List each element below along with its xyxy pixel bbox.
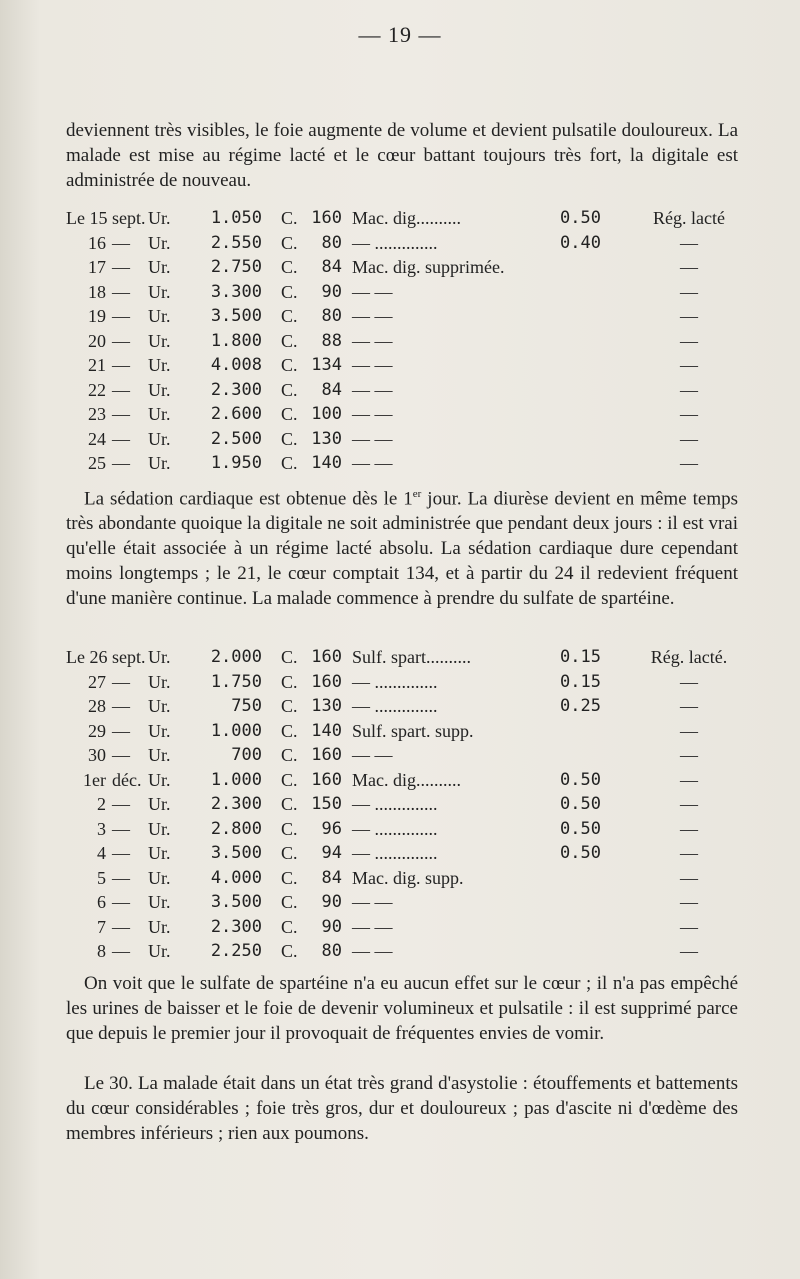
- ur-label: Ur.: [148, 355, 171, 375]
- ur-label: Ur.: [148, 941, 171, 961]
- date-cell: [66, 843, 134, 864]
- date-cell: [66, 941, 134, 962]
- day: 22: [88, 379, 106, 400]
- regime: Rég. lacté: [653, 208, 725, 228]
- c-label: C.: [281, 843, 298, 863]
- ur-label: Ur.: [148, 379, 171, 400]
- urine-value: 2.250: [210, 941, 262, 961]
- c-label: C.: [281, 428, 298, 449]
- ur-label: Ur.: [148, 257, 171, 277]
- day: 28: [88, 696, 106, 716]
- pulse-value: 130: [311, 696, 342, 716]
- pulse-value: 140: [311, 720, 342, 741]
- urine-value: 700: [231, 745, 262, 765]
- date-cell: [66, 672, 134, 693]
- month: —: [112, 232, 130, 253]
- month: —: [112, 453, 130, 473]
- table-row: [66, 257, 746, 282]
- month: —: [112, 330, 130, 351]
- month: sept.: [112, 208, 146, 228]
- pulse-value: 140: [311, 453, 342, 473]
- medication: — ..............: [352, 843, 438, 863]
- observation-table-december: [66, 647, 746, 966]
- regime: —: [680, 379, 698, 400]
- medication: — —: [352, 428, 393, 449]
- pulse-value: 90: [321, 916, 342, 937]
- urine-value: 4.000: [210, 867, 262, 888]
- month: —: [112, 306, 130, 326]
- table-row: [66, 306, 746, 331]
- urine-value: 2.500: [210, 428, 262, 449]
- c-label: C.: [281, 745, 298, 765]
- month: —: [112, 428, 130, 449]
- month: —: [112, 867, 130, 888]
- ur-label: Ur.: [148, 745, 171, 765]
- regime: —: [680, 306, 698, 326]
- pulse-value: 80: [321, 941, 342, 961]
- month: —: [112, 745, 130, 765]
- urine-value: 1.750: [210, 671, 262, 692]
- pulse-value: 130: [311, 428, 342, 449]
- c-label: C.: [281, 941, 298, 961]
- table-row: [66, 282, 746, 307]
- day: 4: [97, 843, 106, 863]
- regime: —: [680, 916, 698, 937]
- regime: —: [680, 232, 698, 253]
- table-row: [66, 794, 746, 819]
- urine-value: 3.500: [210, 306, 262, 326]
- dose: 0.50: [560, 843, 601, 863]
- table-row: [66, 355, 746, 380]
- ur-label: Ur.: [148, 232, 171, 253]
- table-row: [66, 721, 746, 746]
- ur-label: Ur.: [148, 892, 171, 912]
- urine-value: 2.800: [210, 818, 262, 839]
- pulse-value: 90: [321, 281, 342, 302]
- medication: Mac. dig. supp.: [352, 867, 464, 888]
- pulse-value: 160: [311, 769, 342, 790]
- urine-value: 2.300: [210, 794, 262, 814]
- day: 8: [97, 941, 106, 961]
- ur-label: Ur.: [148, 453, 171, 473]
- c-label: C.: [281, 671, 298, 692]
- month: —: [112, 281, 130, 302]
- month: —: [112, 892, 130, 912]
- date-cell: [66, 208, 146, 229]
- c-label: C.: [281, 818, 298, 839]
- date-cell: [66, 721, 134, 742]
- month: —: [112, 843, 130, 863]
- table-row: [66, 453, 746, 478]
- table-row: [66, 843, 746, 868]
- urine-value: 750: [231, 696, 262, 716]
- day: 21: [88, 355, 106, 375]
- urine-value: 2.300: [210, 379, 262, 400]
- day: Le 15: [66, 208, 108, 228]
- day: 2: [97, 794, 106, 814]
- c-label: C.: [281, 355, 298, 375]
- c-label: C.: [281, 916, 298, 937]
- urine-value: 2.600: [210, 404, 262, 424]
- day: 19: [88, 306, 106, 326]
- table-row: [66, 892, 746, 917]
- urine-value: 1.800: [210, 330, 262, 351]
- medication: Mac. dig..........: [352, 769, 461, 790]
- medication: — —: [352, 453, 393, 473]
- observation-table-september: [66, 208, 746, 478]
- table-row: [66, 404, 746, 429]
- date-cell: [66, 257, 134, 278]
- ur-label: Ur.: [148, 696, 171, 716]
- medication: — —: [352, 941, 393, 961]
- regime: —: [680, 745, 698, 765]
- month: —: [112, 379, 130, 400]
- c-label: C.: [281, 892, 298, 912]
- regime: —: [680, 281, 698, 302]
- intro-paragraph: deviennent très visibles, le foie augmente de volume et devient pulsatile douloureux. La malade est mise au régime lacté et le cœur battant toujours très fort, la digitale est administrée de nouveau.: [66, 120, 738, 191]
- date-cell: [66, 647, 146, 668]
- pulse-value: 80: [321, 306, 342, 326]
- month: sept.: [112, 647, 146, 667]
- day: Le 26: [66, 647, 108, 667]
- table-row: [66, 696, 746, 721]
- day: 7: [97, 916, 106, 937]
- medication: — —: [352, 355, 393, 375]
- c-label: C.: [281, 257, 298, 277]
- urine-value: 2.550: [210, 232, 262, 253]
- date-cell: [66, 306, 134, 327]
- medication: — ..............: [352, 232, 438, 253]
- ur-label: Ur.: [148, 769, 171, 790]
- c-label: C.: [281, 379, 298, 400]
- pulse-value: 90: [321, 892, 342, 912]
- medication: — —: [352, 892, 393, 912]
- c-label: C.: [281, 696, 298, 716]
- day: 5: [97, 867, 106, 888]
- pulse-value: 150: [311, 794, 342, 814]
- date-cell: [66, 331, 134, 352]
- date-cell: [66, 453, 134, 474]
- regime: —: [680, 404, 698, 424]
- urine-value: 2.300: [210, 916, 262, 937]
- day: 6: [97, 892, 106, 912]
- ur-label: Ur.: [148, 281, 171, 302]
- ur-label: Ur.: [148, 867, 171, 888]
- month: —: [112, 794, 130, 814]
- c-label: C.: [281, 208, 298, 228]
- regime: —: [680, 453, 698, 473]
- pulse-value: 134: [311, 355, 342, 375]
- c-label: C.: [281, 404, 298, 424]
- urine-value: 1.050: [210, 208, 262, 228]
- c-label: C.: [281, 453, 298, 473]
- urine-value: 1.950: [210, 453, 262, 473]
- pulse-value: 160: [311, 208, 342, 228]
- ur-label: Ur.: [148, 843, 171, 863]
- regime: —: [680, 355, 698, 375]
- month: déc.: [112, 769, 142, 790]
- table-row: [66, 941, 746, 966]
- table-row: [66, 917, 746, 942]
- month: —: [112, 916, 130, 937]
- table-row: [66, 331, 746, 356]
- day: 25: [88, 453, 106, 473]
- table-row: [66, 208, 746, 233]
- day: 24: [88, 428, 106, 449]
- day: 18: [88, 281, 106, 302]
- date-cell: [66, 917, 134, 938]
- pulse-value: 160: [311, 647, 342, 667]
- day: 23: [88, 404, 106, 424]
- c-label: C.: [281, 306, 298, 326]
- table-row: [66, 429, 746, 454]
- date-cell: [66, 819, 134, 840]
- closing-paragraph-2: Le 30. La malade était dans un état très grand d'asystolie : étouffements et battements du cœur considérables ; foie très gros, dur et douloureux ; pas d'ascite ni d'œdème des membres inférieurs ; rien aux poumons.: [66, 1073, 738, 1144]
- regime: —: [680, 867, 698, 888]
- regime: —: [680, 794, 698, 814]
- c-label: C.: [281, 232, 298, 253]
- c-label: C.: [281, 281, 298, 302]
- date-cell: [66, 429, 134, 450]
- urine-value: 3.500: [210, 843, 262, 863]
- month: —: [112, 941, 130, 961]
- pulse-value: 84: [321, 257, 342, 277]
- month: —: [112, 404, 130, 424]
- regime: —: [680, 257, 698, 277]
- dose: 0.50: [560, 769, 601, 790]
- medication: — —: [352, 306, 393, 326]
- medication: Mac. dig. supprimée.: [352, 257, 505, 277]
- regime: —: [680, 330, 698, 351]
- dose: 0.15: [560, 647, 601, 667]
- table-row: [66, 380, 746, 405]
- table-row: [66, 672, 746, 697]
- medication: — —: [352, 745, 393, 765]
- medication: — ..............: [352, 818, 438, 839]
- date-cell: [66, 794, 134, 815]
- regime: —: [680, 696, 698, 716]
- table-row: [66, 647, 746, 672]
- urine-value: 1.000: [210, 720, 262, 741]
- regime: Rég. lacté.: [650, 647, 728, 667]
- urine-value: 3.300: [210, 281, 262, 302]
- ur-label: Ur.: [148, 647, 171, 667]
- middle-paragraph-text-b: jour. La diurèse devient en même temps très abondante quoique la digitale ne soit administrée que pendant deux jours : il est vrai qu'elle était associée à un régime lacté absolu. La sédation cardiaque dure cependant moins longtemps ; le 21, le cœur comptait 134, et à partir du 24 il redevient fréquent d'une manière continue. La malade commence à prendre du sulfate de spartéine.: [66, 488, 738, 610]
- c-label: C.: [281, 794, 298, 814]
- date-cell: [66, 380, 134, 401]
- regime: —: [680, 818, 698, 839]
- table-row: [66, 819, 746, 844]
- pulse-value: 88: [321, 330, 342, 351]
- table-row: [66, 233, 746, 258]
- middle-paragraph-sup: er: [412, 488, 422, 500]
- date-cell: [66, 892, 134, 913]
- pulse-value: 94: [321, 843, 342, 863]
- date-cell: [66, 404, 134, 425]
- regime: —: [680, 720, 698, 741]
- urine-value: 3.500: [210, 892, 262, 912]
- medication: Sulf. spart..........: [352, 647, 471, 667]
- ur-label: Ur.: [148, 720, 171, 741]
- ur-label: Ur.: [148, 428, 171, 449]
- month: —: [112, 355, 130, 375]
- medication: — ..............: [352, 696, 438, 716]
- urine-value: 2.750: [210, 257, 262, 277]
- date-cell: [66, 696, 134, 717]
- date-cell: [66, 745, 134, 766]
- month: —: [112, 720, 130, 741]
- table-row: [66, 770, 746, 795]
- pulse-value: 84: [321, 379, 342, 400]
- urine-value: 4.008: [210, 355, 262, 375]
- urine-value: 2.000: [210, 647, 262, 667]
- day: 3: [97, 818, 106, 839]
- middle-paragraph-text-a: La sédation cardiaque est obtenue dès le 1: [84, 488, 413, 510]
- pulse-value: 80: [321, 232, 342, 253]
- ur-label: Ur.: [148, 671, 171, 692]
- date-cell: [66, 355, 134, 376]
- regime: —: [680, 671, 698, 692]
- dose: 0.50: [560, 794, 601, 814]
- regime: —: [680, 941, 698, 961]
- c-label: C.: [281, 330, 298, 351]
- regime: —: [680, 428, 698, 449]
- month: —: [112, 818, 130, 839]
- day: 17: [88, 257, 106, 277]
- urine-value: 1.000: [210, 769, 262, 790]
- day: 20: [88, 330, 106, 351]
- pulse-value: 84: [321, 867, 342, 888]
- pulse-value: 96: [321, 818, 342, 839]
- medication: — —: [352, 281, 393, 302]
- month: —: [112, 257, 130, 277]
- medication: — ..............: [352, 794, 438, 814]
- closing-paragraph-1: On voit que le sulfate de spartéine n'a eu aucun effet sur le cœur ; il n'a pas empêché les urines de baisser et le foie de devenir volumineux et pulsatile : il est supprimé parce que depuis le premier jour il provoquait de fréquentes envies de vomir.: [66, 973, 738, 1044]
- regime: —: [680, 769, 698, 790]
- medication: — —: [352, 404, 393, 424]
- page-number: — 19 —: [358, 22, 442, 47]
- c-label: C.: [281, 769, 298, 790]
- medication: — ..............: [352, 671, 438, 692]
- table-row: [66, 745, 746, 770]
- ur-label: Ur.: [148, 818, 171, 839]
- date-cell: [66, 769, 142, 791]
- dose: 0.15: [560, 671, 601, 692]
- dose: 0.50: [560, 208, 601, 228]
- dose: 0.25: [560, 696, 601, 716]
- ur-label: Ur.: [148, 794, 171, 814]
- c-label: C.: [281, 647, 298, 667]
- ur-label: Ur.: [148, 330, 171, 351]
- month: —: [112, 671, 130, 692]
- regime: —: [680, 843, 698, 863]
- day: 27: [88, 671, 106, 692]
- ur-label: Ur.: [148, 306, 171, 326]
- middle-paragraph: [66, 482, 738, 611]
- month: —: [112, 696, 130, 716]
- ur-label: Ur.: [148, 208, 171, 228]
- ur-label: Ur.: [148, 916, 171, 937]
- day: 29: [88, 720, 106, 741]
- day: 16: [88, 232, 106, 253]
- table-row: [66, 868, 746, 893]
- medication: — —: [352, 379, 393, 400]
- date-cell: [66, 282, 134, 303]
- c-label: C.: [281, 867, 298, 888]
- c-label: C.: [281, 720, 298, 741]
- date-cell: [66, 868, 134, 889]
- day: 30: [88, 745, 106, 765]
- ur-label: Ur.: [148, 404, 171, 424]
- pulse-value: 100: [311, 404, 342, 424]
- dose: 0.50: [560, 818, 601, 839]
- regime: —: [680, 892, 698, 912]
- pulse-value: 160: [311, 671, 342, 692]
- medication: — —: [352, 330, 393, 351]
- medication: Mac. dig..........: [352, 208, 461, 228]
- dose: 0.40: [560, 232, 601, 253]
- pulse-value: 160: [311, 745, 342, 765]
- medication: Sulf. spart. supp.: [352, 720, 474, 741]
- medication: — —: [352, 916, 393, 937]
- date-cell: [66, 233, 134, 254]
- day: 1er: [83, 769, 106, 790]
